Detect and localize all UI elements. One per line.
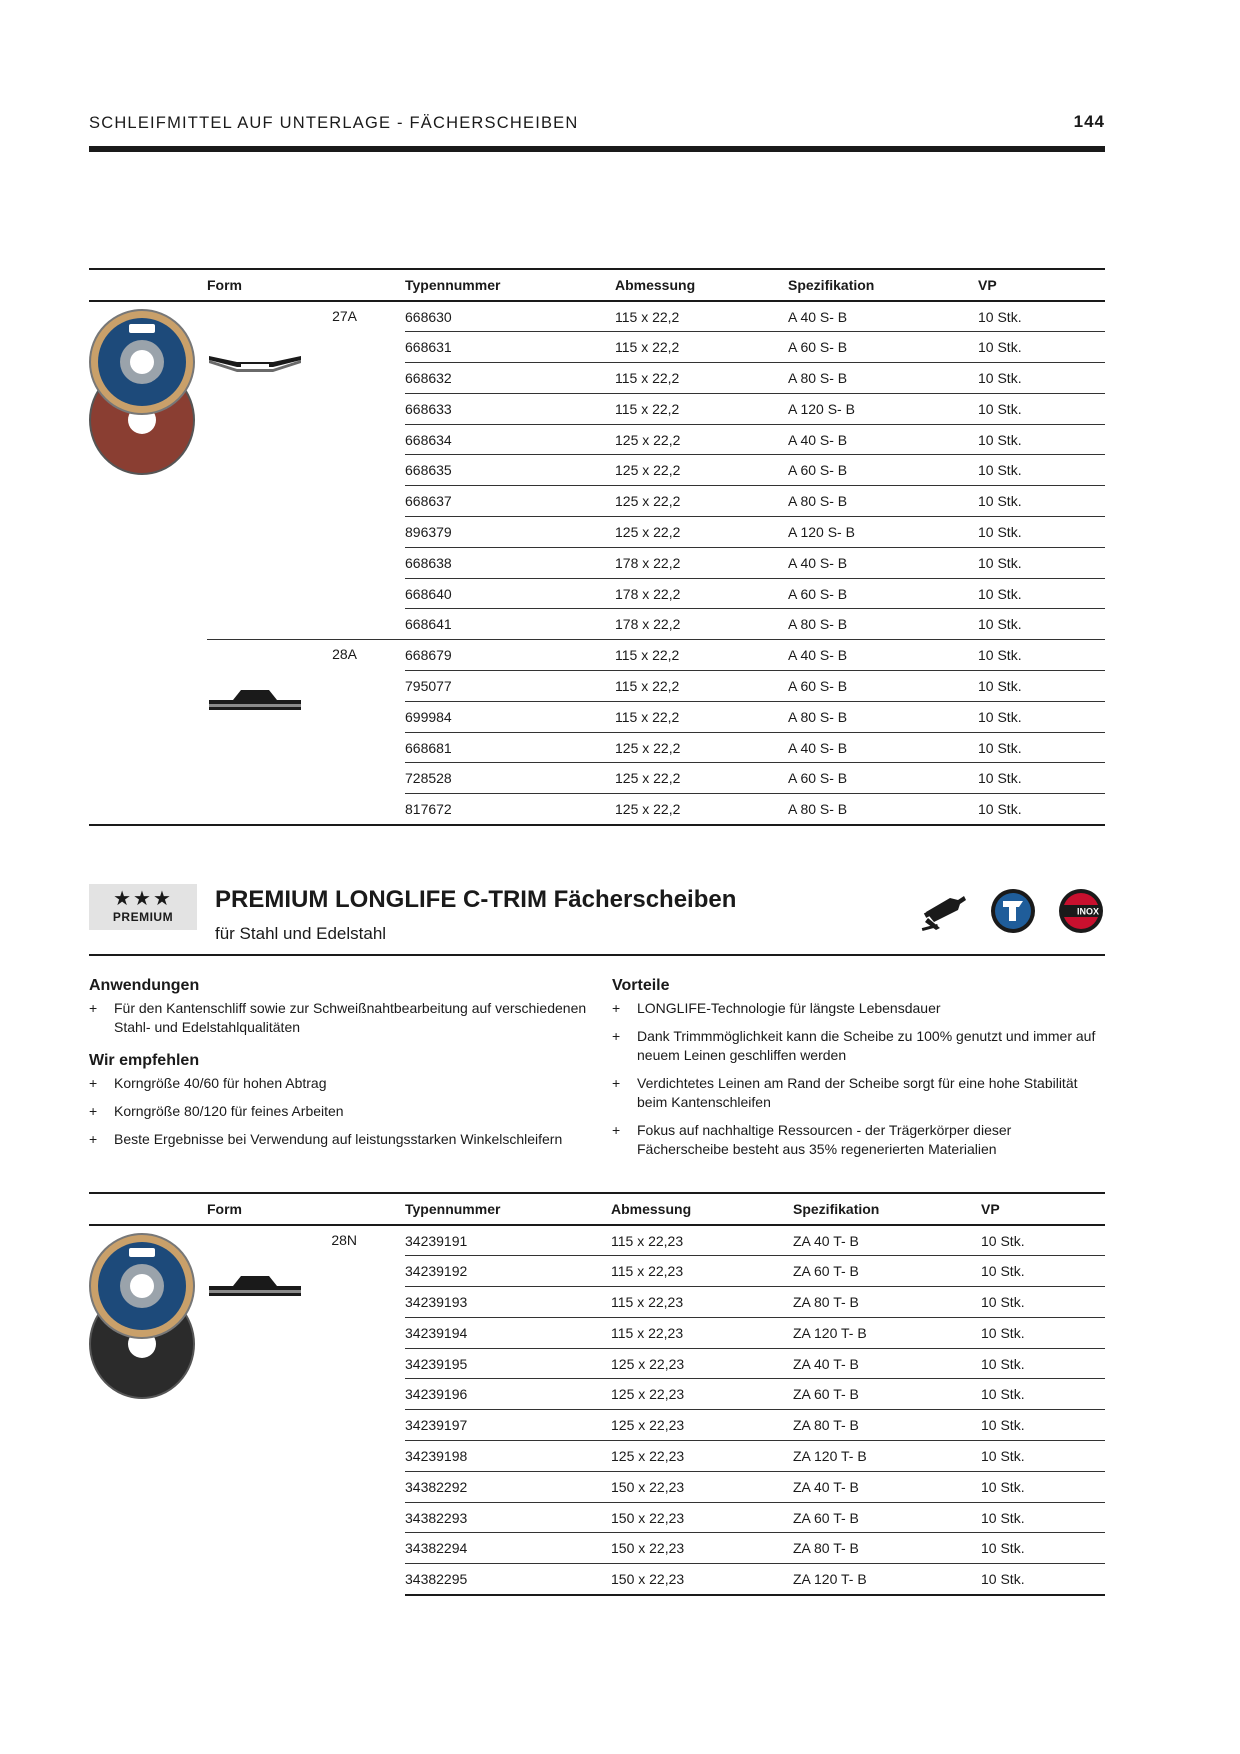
vp-cell: 10 Stk.	[981, 1225, 1105, 1256]
typennummer-cell: 34382294	[405, 1533, 611, 1564]
vp-cell: 10 Stk.	[981, 1410, 1105, 1441]
spezifikation-cell: ZA 40 T- B	[793, 1225, 981, 1256]
typennummer-cell: 668638	[405, 547, 615, 578]
premium-badge	[89, 884, 197, 930]
spezifikation-cell: A 60 S- B	[788, 671, 978, 702]
typennummer-cell: 728528	[405, 763, 615, 794]
abmessung-cell: 125 x 22,2	[615, 732, 788, 763]
section-rule	[89, 954, 1105, 956]
abmessung-cell: 150 x 22,23	[611, 1471, 793, 1502]
vp-cell: 10 Stk.	[978, 701, 1105, 732]
vp-cell: 10 Stk.	[978, 455, 1105, 486]
typennummer-cell: 34239191	[405, 1225, 611, 1256]
typennummer-cell: 668631	[405, 332, 615, 363]
typennummer-cell: 668637	[405, 486, 615, 517]
spezifikation-cell: ZA 60 T- B	[793, 1379, 981, 1410]
plus-bullet: +	[612, 1028, 621, 1044]
product-table-1	[89, 268, 1105, 826]
vp-cell: 10 Stk.	[978, 671, 1105, 702]
vp-cell: 10 Stk.	[981, 1564, 1105, 1595]
spezifikation-cell: A 120 S- B	[788, 517, 978, 548]
form-profile	[207, 1225, 405, 1595]
spezifikation-cell: A 80 S- B	[788, 486, 978, 517]
vp-cell: 10 Stk.	[981, 1502, 1105, 1533]
angle-grinder-icon	[920, 888, 968, 934]
vp-cell: 10 Stk.	[981, 1348, 1105, 1379]
vp-cell: 10 Stk.	[978, 794, 1105, 825]
wir-empfehlen-heading: Wir empfehlen	[89, 1052, 200, 1069]
abmessung-cell: 115 x 22,2	[615, 640, 788, 671]
inox-label: INOX	[1076, 906, 1100, 917]
typennummer-cell: 668640	[405, 578, 615, 609]
vp-cell: 10 Stk.	[981, 1256, 1105, 1287]
list-item	[89, 1130, 599, 1149]
typennummer-cell: 34239194	[405, 1317, 611, 1348]
vp-cell: 10 Stk.	[978, 640, 1105, 671]
abmessung-cell: 125 x 22,2	[615, 794, 788, 825]
plus-bullet: +	[612, 1122, 621, 1138]
list-item	[89, 1074, 599, 1093]
abmessung-cell: 115 x 22,23	[611, 1317, 793, 1348]
col-header-spezifikation: Spezifikation	[793, 1193, 981, 1225]
plus-bullet: +	[89, 1131, 98, 1147]
abmessung-cell: 150 x 22,23	[611, 1564, 793, 1595]
abmessung-cell: 125 x 22,23	[611, 1441, 793, 1472]
spezifikation-cell: ZA 60 T- B	[793, 1256, 981, 1287]
product-table-2	[89, 1192, 1105, 1596]
list-item-text: Beste Ergebnisse bei Verwendung auf leistungsstarken Winkelschleifern	[114, 1131, 563, 1147]
list-item	[89, 1102, 599, 1121]
plus-bullet: +	[612, 1075, 621, 1091]
page-header	[89, 112, 1105, 152]
disc-profile-27a	[207, 350, 303, 374]
list-item	[612, 1027, 1107, 1065]
spezifikation-cell: A 40 S- B	[788, 301, 978, 332]
disc-profile-flat	[207, 688, 303, 714]
abmessung-cell: 115 x 22,23	[611, 1256, 793, 1287]
typennummer-cell: 668635	[405, 455, 615, 486]
vp-cell: 10 Stk.	[981, 1533, 1105, 1564]
product-image	[89, 1225, 207, 1595]
spezifikation-cell: A 40 S- B	[788, 732, 978, 763]
typennummer-cell: 668681	[405, 732, 615, 763]
vp-cell: 10 Stk.	[981, 1441, 1105, 1472]
vp-cell: 10 Stk.	[978, 363, 1105, 394]
list-item	[612, 1121, 1107, 1159]
list-item-text: Dank Trimmmöglichkeit kann die Scheibe zu 100% genutzt und immer auf neuem Leinen geschliffen werden	[637, 1028, 1096, 1063]
vp-cell: 10 Stk.	[978, 732, 1105, 763]
abmessung-cell: 178 x 22,2	[615, 609, 788, 640]
abmessung-cell: 115 x 22,2	[615, 332, 788, 363]
spezifikation-cell: A 80 S- B	[788, 363, 978, 394]
vp-cell: 10 Stk.	[978, 301, 1105, 332]
col-header-vp: VP	[981, 1193, 1105, 1225]
col-header-form: Form	[207, 269, 405, 301]
typennummer-cell: 34239198	[405, 1441, 611, 1472]
header-rule	[89, 146, 1105, 152]
vp-cell: 10 Stk.	[978, 393, 1105, 424]
abmessung-cell: 115 x 22,2	[615, 363, 788, 394]
spezifikation-cell: A 80 S- B	[788, 794, 978, 825]
application-icons	[920, 886, 1105, 936]
typennummer-cell: 668632	[405, 363, 615, 394]
product-image	[89, 301, 207, 825]
list-item	[612, 1074, 1107, 1112]
abmessung-cell: 178 x 22,2	[615, 578, 788, 609]
table-header-row	[89, 269, 1105, 301]
vp-cell: 10 Stk.	[978, 578, 1105, 609]
table-row	[89, 301, 1105, 332]
abmessung-cell: 125 x 22,2	[615, 455, 788, 486]
typennummer-cell: 668633	[405, 393, 615, 424]
abmessung-cell: 115 x 22,23	[611, 1225, 793, 1256]
abmessung-cell: 150 x 22,23	[611, 1502, 793, 1533]
typennummer-cell: 668630	[405, 301, 615, 332]
flap-disc-photo	[89, 308, 195, 478]
list-item-text: LONGLIFE-Technologie für längste Lebensdauer	[637, 1000, 941, 1016]
typennummer-cell: 34382292	[405, 1471, 611, 1502]
vp-cell: 10 Stk.	[981, 1379, 1105, 1410]
vp-cell: 10 Stk.	[978, 763, 1105, 794]
spezifikation-cell: ZA 80 T- B	[793, 1533, 981, 1564]
vp-cell: 10 Stk.	[978, 486, 1105, 517]
typennummer-cell: 34382293	[405, 1502, 611, 1533]
abmessung-cell: 125 x 22,23	[611, 1348, 793, 1379]
wir-empfehlen-list	[89, 1074, 599, 1149]
list-item	[89, 999, 599, 1037]
vp-cell: 10 Stk.	[981, 1287, 1105, 1318]
premium-label: PREMIUM	[112, 910, 174, 924]
spezifikation-cell: A 60 S- B	[788, 578, 978, 609]
typennummer-cell: 34239195	[405, 1348, 611, 1379]
spezifikation-cell: ZA 40 T- B	[793, 1348, 981, 1379]
list-item-text: Fokus auf nachhaltige Ressourcen - der Trägerkörper dieser Fächerscheibe besteht aus 35% regenerierten Materialien	[637, 1122, 1012, 1157]
steel-icon	[990, 888, 1036, 934]
abmessung-cell: 115 x 22,23	[611, 1287, 793, 1318]
abmessung-cell: 125 x 22,2	[615, 763, 788, 794]
col-header-form: Form	[207, 1193, 405, 1225]
spezifikation-cell: A 120 S- B	[788, 393, 978, 424]
spezifikation-cell: A 80 S- B	[788, 609, 978, 640]
vp-cell: 10 Stk.	[978, 609, 1105, 640]
abmessung-cell: 125 x 22,2	[615, 517, 788, 548]
abmessung-cell: 125 x 22,2	[615, 486, 788, 517]
typennummer-cell: 34239193	[405, 1287, 611, 1318]
list-item-text: Für den Kantenschliff sowie zur Schweißnahtbearbeitung auf verschiedenen Stahl- und Edelstahlqualitäten	[114, 1000, 587, 1035]
typennummer-cell: 817672	[405, 794, 615, 825]
spezifikation-cell: A 40 S- B	[788, 547, 978, 578]
table-row	[89, 640, 1105, 671]
abmessung-cell: 125 x 22,23	[611, 1379, 793, 1410]
abmessung-cell: 115 x 22,2	[615, 701, 788, 732]
abmessung-cell: 115 x 22,2	[615, 671, 788, 702]
spezifikation-cell: ZA 120 T- B	[793, 1317, 981, 1348]
vp-cell: 10 Stk.	[978, 332, 1105, 363]
spezifikation-cell: ZA 80 T- B	[793, 1410, 981, 1441]
abmessung-cell: 150 x 22,23	[611, 1533, 793, 1564]
typennummer-cell: 34239192	[405, 1256, 611, 1287]
abmessung-cell: 125 x 22,23	[611, 1410, 793, 1441]
typennummer-cell: 34239197	[405, 1410, 611, 1441]
vp-cell: 10 Stk.	[978, 517, 1105, 548]
plus-bullet: +	[89, 1075, 98, 1091]
spezifikation-cell: A 40 S- B	[788, 424, 978, 455]
applications-column	[89, 976, 599, 1158]
vp-cell: 10 Stk.	[978, 424, 1105, 455]
col-header-typennummer: Typennummer	[405, 1193, 611, 1225]
spezifikation-cell: ZA 60 T- B	[793, 1502, 981, 1533]
list-item-text: Verdichtetes Leinen am Rand der Scheibe sorgt für eine hohe Stabilität beim Kantenschleifen	[637, 1075, 1078, 1110]
form-code: 27A	[332, 308, 357, 324]
form-profile	[207, 640, 405, 825]
plus-bullet: +	[89, 1000, 98, 1016]
advantages-column	[612, 976, 1107, 1168]
product-title: PREMIUM LONGLIFE C-TRIM Fächerscheiben	[215, 886, 737, 913]
product-subtitle: für Stahl und Edelstahl	[215, 924, 387, 943]
disc-profile-flat	[207, 1274, 303, 1300]
typennummer-cell: 795077	[405, 671, 615, 702]
vp-cell: 10 Stk.	[981, 1471, 1105, 1502]
table-row	[89, 1225, 1105, 1256]
table-header-row	[89, 1193, 1105, 1225]
typennummer-cell: 699984	[405, 701, 615, 732]
list-item-text: Korngröße 80/120 für feines Arbeiten	[114, 1103, 344, 1119]
spezifikation-cell: ZA 40 T- B	[793, 1471, 981, 1502]
abmessung-cell: 115 x 22,2	[615, 301, 788, 332]
abmessung-cell: 178 x 22,2	[615, 547, 788, 578]
anwendungen-list	[89, 999, 599, 1037]
spezifikation-cell: A 80 S- B	[788, 701, 978, 732]
typennummer-cell: 34382295	[405, 1564, 611, 1595]
col-header-abmessung: Abmessung	[611, 1193, 793, 1225]
list-item	[612, 999, 1107, 1018]
typennummer-cell: 668634	[405, 424, 615, 455]
abmessung-cell: 115 x 22,2	[615, 393, 788, 424]
col-header-spezifikation: Spezifikation	[788, 269, 978, 301]
spezifikation-cell: ZA 120 T- B	[793, 1441, 981, 1472]
plus-bullet: +	[89, 1103, 98, 1119]
typennummer-cell: 896379	[405, 517, 615, 548]
form-code: 28A	[332, 646, 357, 663]
col-header-vp: VP	[978, 269, 1105, 301]
typennummer-cell: 668641	[405, 609, 615, 640]
spezifikation-cell: ZA 80 T- B	[793, 1287, 981, 1318]
plus-bullet: +	[612, 1000, 621, 1016]
col-header-abmessung: Abmessung	[615, 269, 788, 301]
abmessung-cell: 125 x 22,2	[615, 424, 788, 455]
col-header-typennummer: Typennummer	[405, 269, 615, 301]
vorteile-heading: Vorteile	[612, 977, 670, 994]
typennummer-cell: 34239196	[405, 1379, 611, 1410]
vp-cell: 10 Stk.	[981, 1317, 1105, 1348]
anwendungen-heading: Anwendungen	[89, 977, 200, 994]
page-number: 144	[1073, 112, 1105, 131]
header-title: SCHLEIFMITTEL AUF UNTERLAGE - FÄCHERSCHEIBEN	[89, 114, 579, 132]
spezifikation-cell: ZA 120 T- B	[793, 1564, 981, 1595]
spezifikation-cell: A 60 S- B	[788, 763, 978, 794]
flap-disc-photo	[89, 1232, 195, 1402]
form-profile	[207, 301, 405, 640]
premium-stars: ★★★	[113, 888, 173, 910]
spezifikation-cell: A 40 S- B	[788, 640, 978, 671]
spezifikation-cell: A 60 S- B	[788, 455, 978, 486]
list-item-text: Korngröße 40/60 für hohen Abtrag	[114, 1075, 327, 1091]
form-code: 28N	[331, 1232, 357, 1248]
vp-cell: 10 Stk.	[978, 547, 1105, 578]
vorteile-list	[612, 999, 1107, 1159]
typennummer-cell: 668679	[405, 640, 615, 671]
spezifikation-cell: A 60 S- B	[788, 332, 978, 363]
